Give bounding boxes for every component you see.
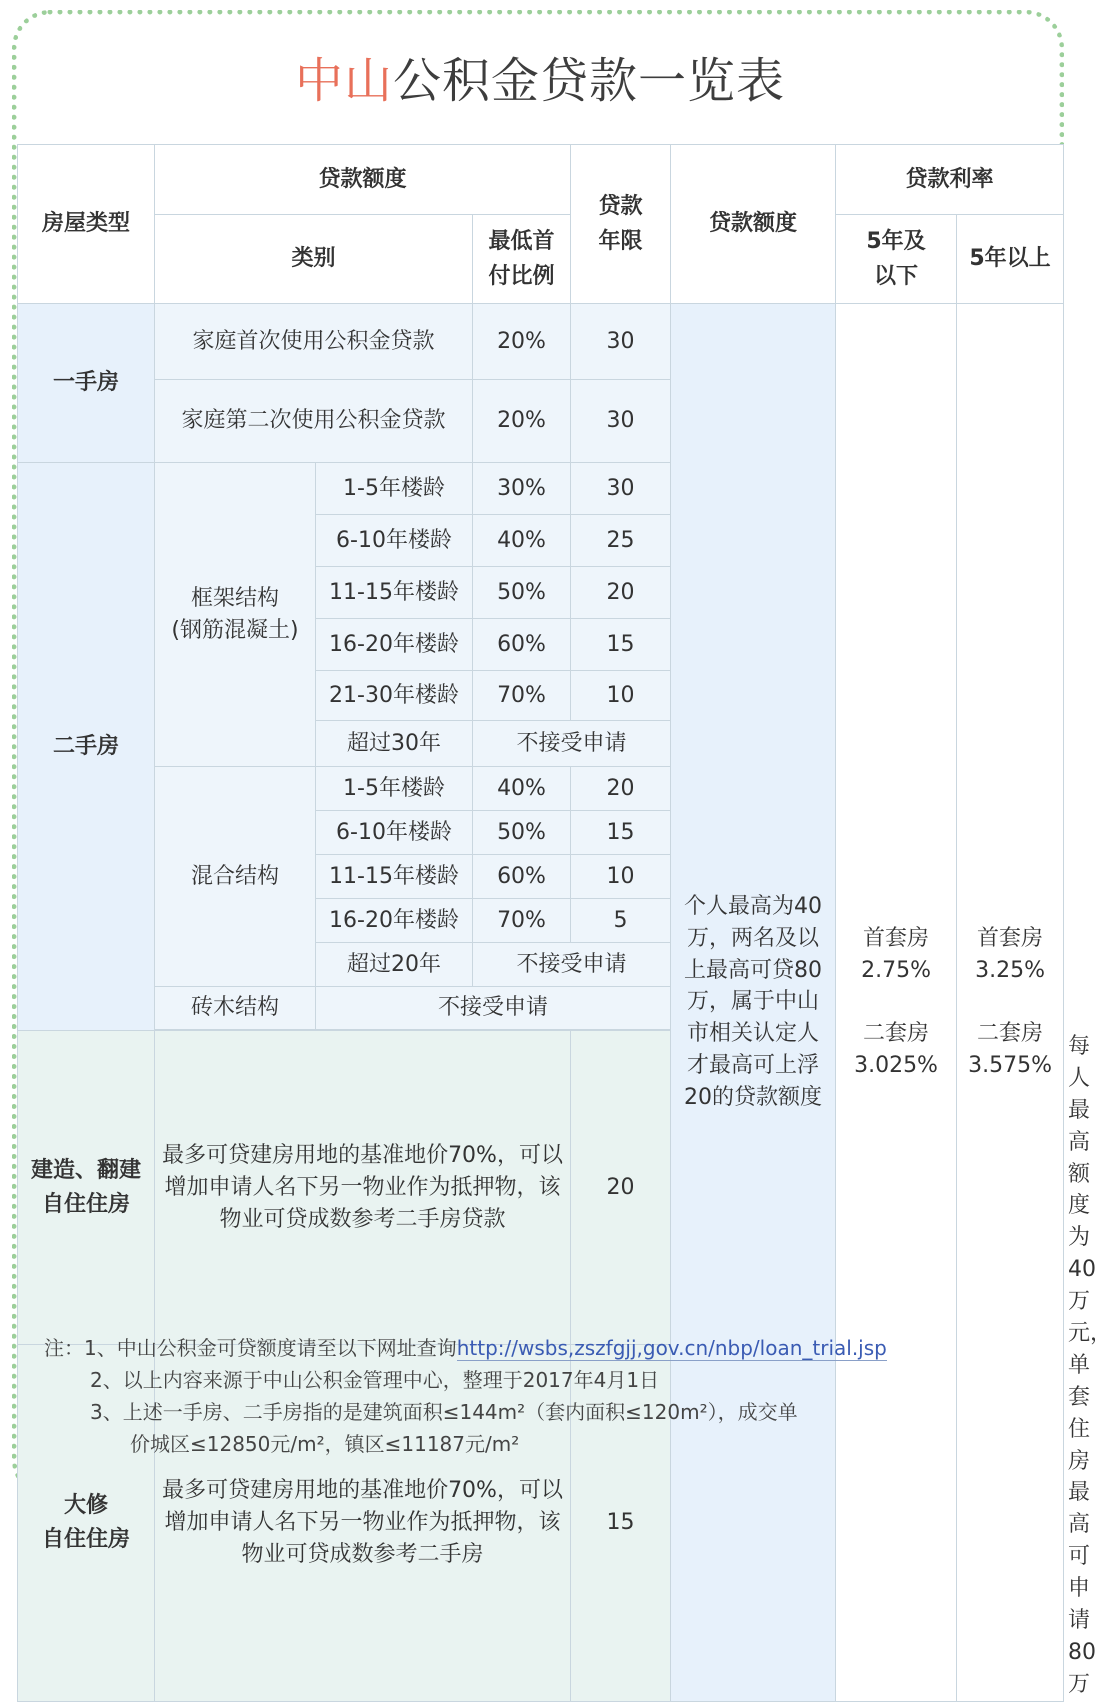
note-3: 3、上述一手房、二手房指的是建筑面积≤144m²（套内面积≤120m²），成交单 — [90, 1400, 798, 1424]
frame-term-2: 25 — [571, 515, 671, 567]
new-house-down-1: 20% — [473, 304, 571, 380]
header-min-down: 最低首 付比例 — [473, 215, 571, 304]
frame-term-3: 20 — [571, 567, 671, 619]
frame-down-2: 40% — [473, 515, 571, 567]
header-category: 类别 — [155, 215, 473, 304]
frame-down-1: 30% — [473, 463, 571, 515]
type-repair: 大修 自住住房 — [18, 1345, 155, 1701]
brick-structure-text: 不接受申请 — [316, 987, 671, 1030]
header-rate-5-below: 5年及 以下 — [836, 215, 957, 304]
mixed-down-1: 40% — [473, 767, 571, 811]
page-title — [0, 42, 1080, 112]
repair-desc: 最多可贷建房用地的基准地价70%，可以增加申请人名下另一物业作为抵押物，该物业可贷成数参考二手房 — [155, 1345, 571, 1701]
header-loan-quota-group: 贷款额度 — [155, 145, 571, 215]
mixed-term-1: 20 — [571, 767, 671, 811]
loan-amount-main: 个人最高为40万，两名及以上最高可贷80万，属于中山市相关认定人才最高可上浮20的贷款额度 — [671, 304, 836, 1702]
type-second-hand: 二手房 — [18, 463, 155, 1031]
rate-below-5: 首套房 2.75% 二套房 3.025% — [836, 304, 957, 1702]
mixed-term-3: 10 — [571, 855, 671, 899]
new-house-cat-1: 家庭首次使用公积金贷款 — [155, 304, 473, 380]
title-highlight: 中山 — [294, 53, 393, 109]
frame-down-4: 60% — [473, 619, 571, 671]
note-1 — [44, 1332, 1044, 1364]
notes — [44, 1332, 1044, 1460]
loan-table: 房屋类型 贷款额度 贷款 年限 贷款额度 贷款利率 类别 最低首 付比例 5年及 以下 5年以上 一手房 家庭首次使用公积金贷款 20% 30 个人最高为40万，两名及以上最高可贷80万，属于中山市相关认定人才最高可上浮20的贷款额度 首套房 2.75% 二套房 3.025% 首套房 3.25% 二套房 3.575% 家庭第二次使用公积金贷款 20% 30 二手房 框架结构 (钢筋混凝土) 1-5年楼龄 30% 30 6-10年楼龄 40% 25 11-15年楼龄 50% 20 16-20年楼龄 60% 15 21-30年楼龄 70% 10 超过30年 不接受申请 混合结构 1-5年楼龄 40% 20 6-10年楼龄 50% 15 11-15年楼龄 60% 10 16-20年楼龄 70% 5 超过20年 不接受申请 砖木结构 不接受申请 建造、翻建 自住住房 最多可贷建房用地的基准地价70%，可以增加申请人名下另一物业作为抵押物，该物业可贷成数参考二手房贷款 20 每人最高额度为40万元，单套住房最高可申请80万 大修 自住住房 最多可贷建房用地的基准地价70%，可以增加申请人名下另一物业作为抵押物，该物业可贷成数参考二手房 15 — [17, 144, 1064, 1702]
header-loan-amount: 贷款额度 — [671, 145, 836, 304]
repair-term: 15 — [571, 1345, 671, 1701]
frame-down-3: 50% — [473, 567, 571, 619]
new-house-cat-2: 家庭第二次使用公积金贷款 — [155, 380, 473, 463]
build-term: 20 — [571, 1031, 671, 1345]
type-new-house: 一手房 — [18, 304, 155, 463]
note-1-text: 注：1、中山公积金可贷额度请至以下网址查询 — [44, 1336, 457, 1360]
mixed-age-3: 11-15年楼龄 — [316, 855, 473, 899]
header-loan-term: 贷款 年限 — [571, 145, 671, 304]
mixed-term-4: 5 — [571, 899, 671, 943]
mixed-down-4: 70% — [473, 899, 571, 943]
new-house-term-2: 30 — [571, 380, 671, 463]
note-3b: 价城区≤12850元/m²，镇区≤11187元/m² — [130, 1432, 520, 1456]
mixed-age-1: 1-5年楼龄 — [316, 767, 473, 811]
frame-over-text: 不接受申请 — [473, 721, 671, 767]
new-house-term-1: 30 — [571, 304, 671, 380]
frame-term-1: 30 — [571, 463, 671, 515]
type-build: 建造、翻建 自住住房 — [18, 1031, 155, 1345]
frame-term-5: 10 — [571, 671, 671, 721]
rate-above-5: 首套房 3.25% 二套房 3.575% — [957, 304, 1064, 1702]
frame-structure-label: 框架结构 (钢筋混凝土) — [155, 463, 316, 767]
note-1-url[interactable]: http://wsbs,zszfgjj,gov.cn/nbp/loan_trial.jsp — [456, 1336, 887, 1360]
mixed-over-text: 不接受申请 — [473, 943, 671, 987]
frame-down-5: 70% — [473, 671, 571, 721]
frame-age-5: 21-30年楼龄 — [316, 671, 473, 721]
header-rate-group: 贷款利率 — [836, 145, 1064, 215]
mixed-down-3: 60% — [473, 855, 571, 899]
mixed-term-2: 15 — [571, 811, 671, 855]
mixed-age-2: 6-10年楼龄 — [316, 811, 473, 855]
note-2: 2、以上内容来源于中山公积金管理中心，整理于2017年4月1日 — [90, 1368, 660, 1392]
frame-age-4: 16-20年楼龄 — [316, 619, 473, 671]
mixed-structure-label: 混合结构 — [155, 767, 316, 987]
mixed-down-2: 50% — [473, 811, 571, 855]
build-desc: 最多可贷建房用地的基准地价70%，可以增加申请人名下另一物业作为抵押物，该物业可贷成数参考二手房贷款 — [155, 1031, 571, 1345]
mixed-age-4: 16-20年楼龄 — [316, 899, 473, 943]
brick-structure-label: 砖木结构 — [155, 987, 316, 1030]
frame-age-1: 1-5年楼龄 — [316, 463, 473, 515]
new-house-down-2: 20% — [473, 380, 571, 463]
header-house-type: 房屋类型 — [18, 145, 155, 304]
frame-term-4: 15 — [571, 619, 671, 671]
frame-age-2: 6-10年楼龄 — [316, 515, 473, 567]
frame-age-3: 11-15年楼龄 — [316, 567, 473, 619]
frame-over-age: 超过30年 — [316, 721, 473, 767]
title-rest: 公积金贷款一览表 — [393, 53, 786, 109]
mixed-over-age: 超过20年 — [316, 943, 473, 987]
header-rate-5-above: 5年以上 — [957, 215, 1064, 304]
